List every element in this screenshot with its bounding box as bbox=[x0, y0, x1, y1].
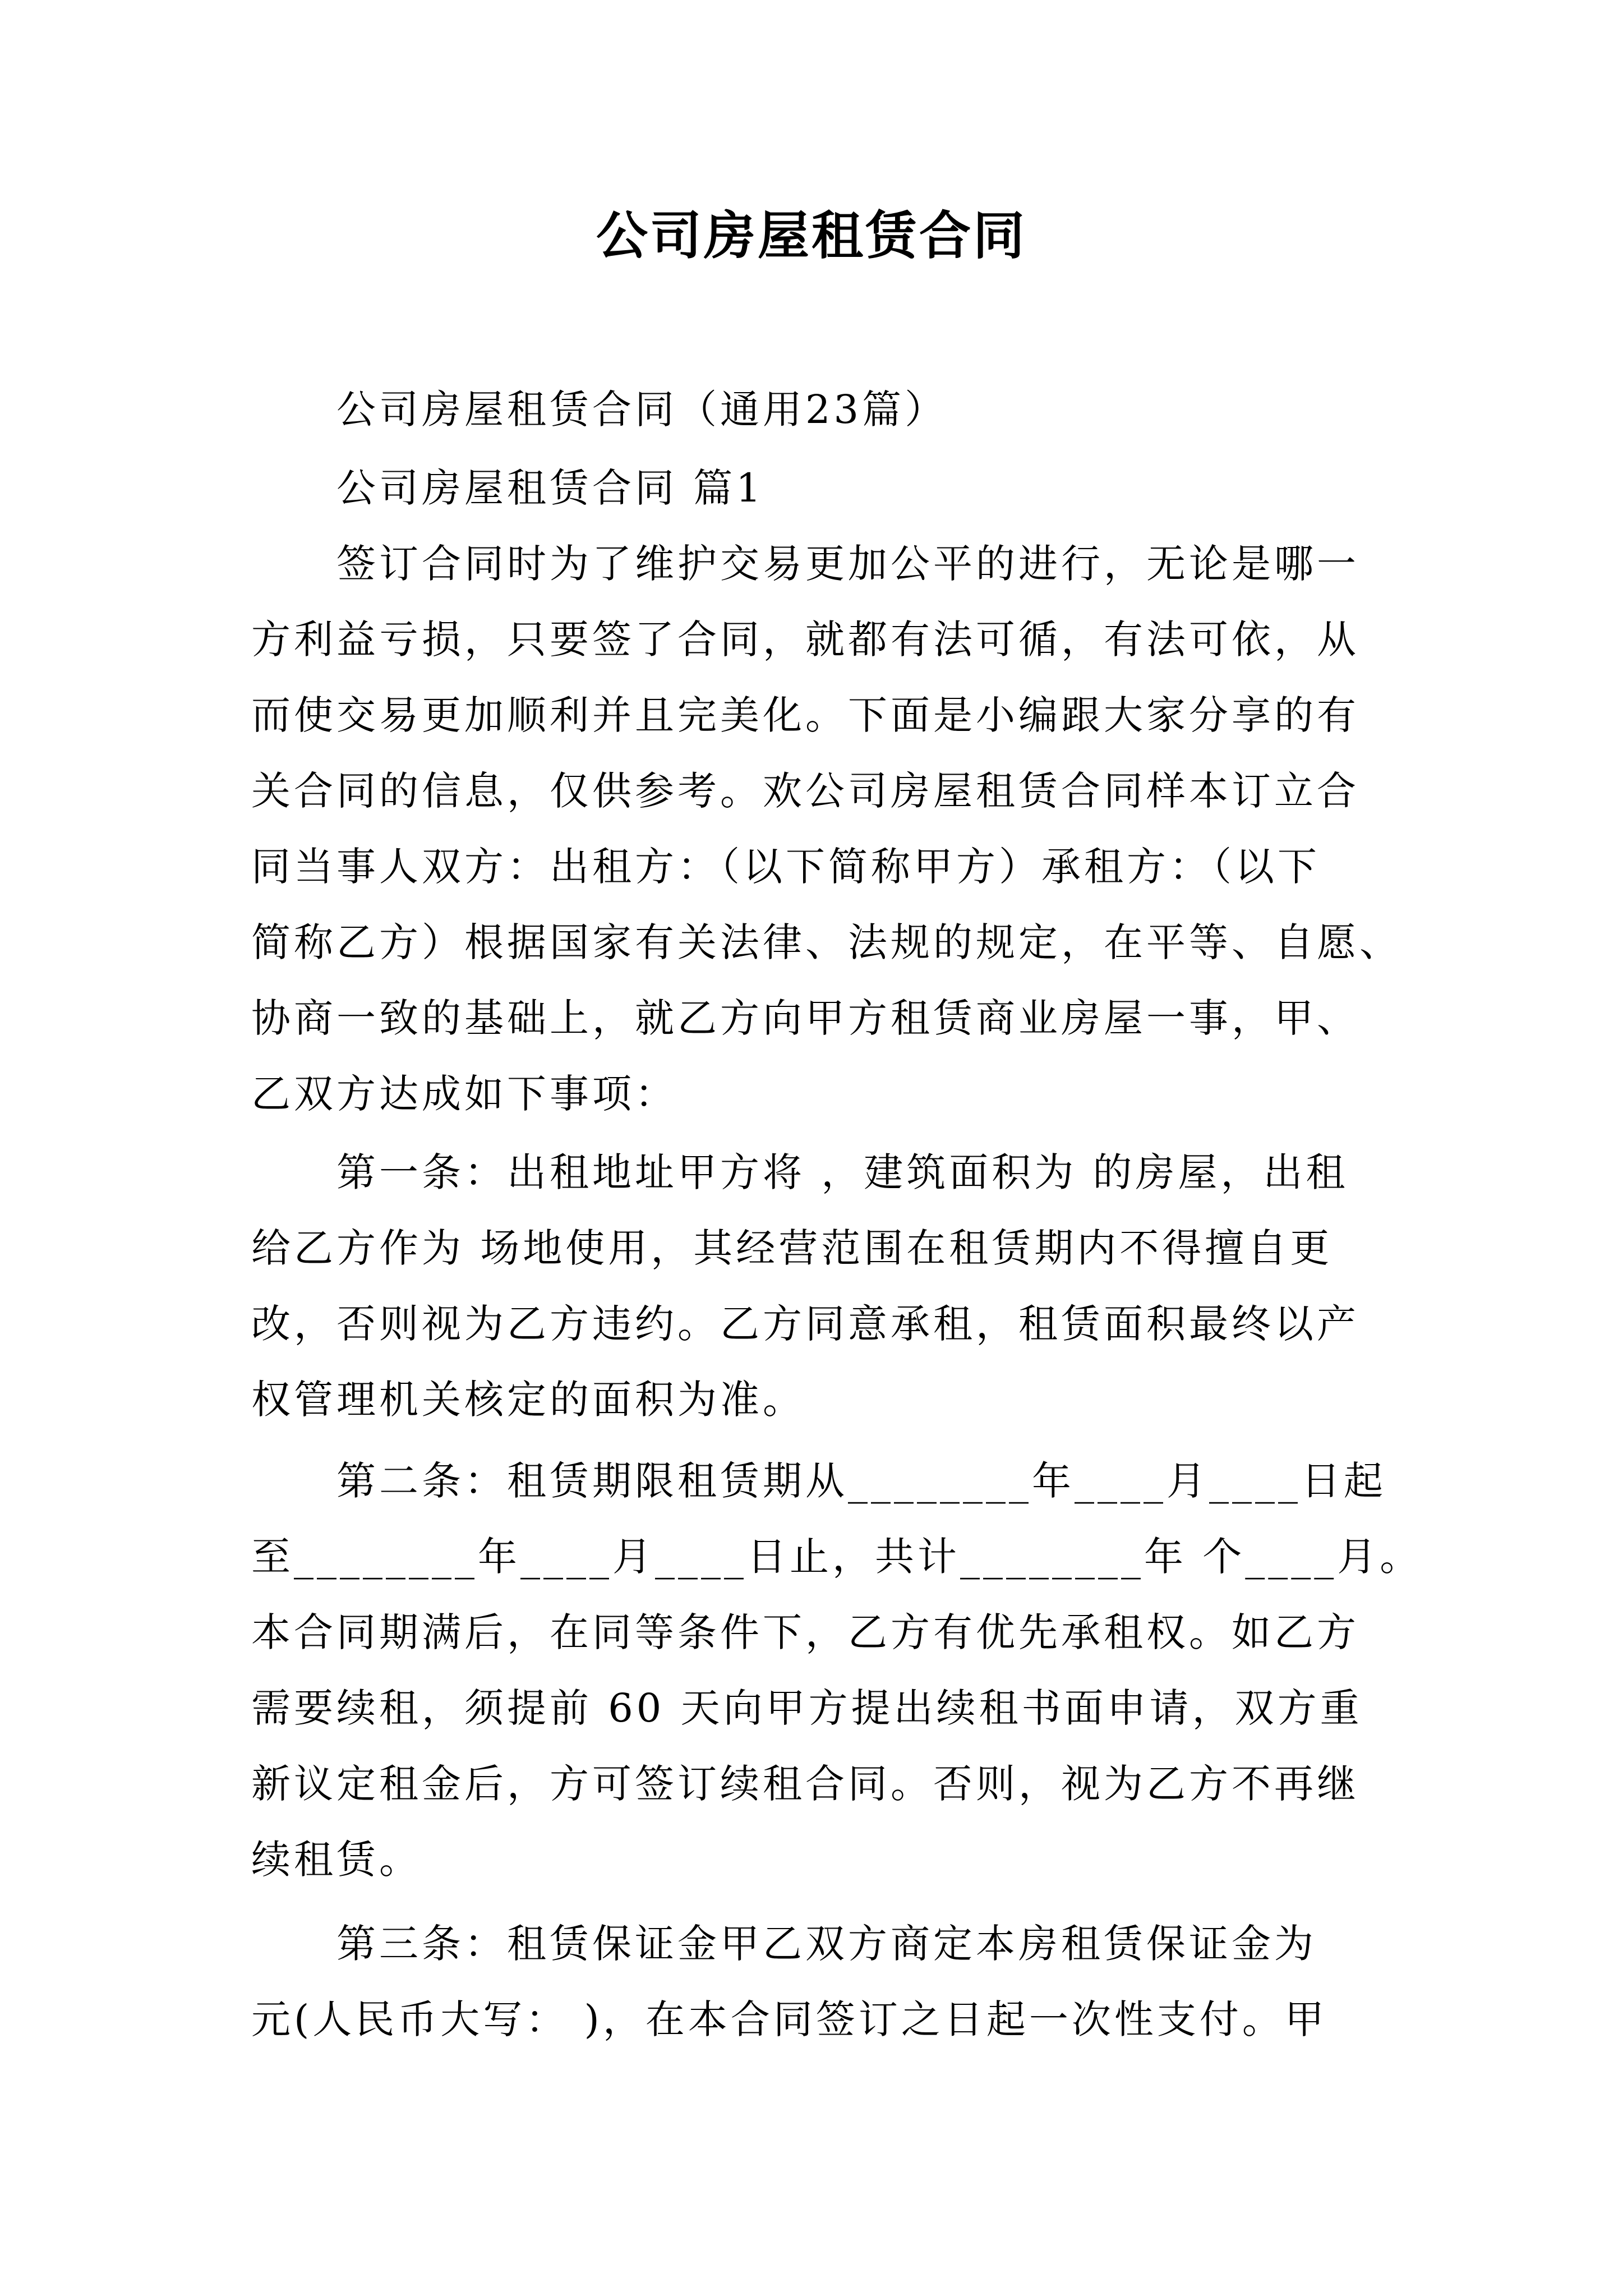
paragraph-line: 签订合同时为了维护交易更加公平的进行，无论是哪一 bbox=[336, 541, 1359, 587]
article-2-line: 至________年____月____日止，共计________年 个____月。 bbox=[251, 1534, 1423, 1580]
paragraph-line: 方利益亏损，只要签了合同，就都有法可循，有法可依，从 bbox=[251, 616, 1359, 662]
paragraph-line: 同当事人双方：出租方：（以下简称甲方）承租方：（以下 bbox=[251, 844, 1320, 890]
article-1-line: 给乙方作为 场地使用，其经营范围在租赁期内不得擅自更 bbox=[251, 1225, 1333, 1271]
article-2-line: 本合同期满后，在同等条件下，乙方有优先承租权。如乙方 bbox=[251, 1609, 1359, 1655]
paragraph-line: 简称乙方）根据国家有关法律、法规的规定，在平等、自愿、 bbox=[251, 919, 1402, 965]
article-1-line: 权管理机关核定的面积为准。 bbox=[251, 1377, 805, 1423]
article-3-line: 第三条：租赁保证金甲乙双方商定本房租赁保证金为 bbox=[336, 1921, 1317, 1967]
section-heading: 公司房屋租赁合同 篇1 bbox=[336, 465, 764, 511]
document-title: 公司房屋租赁合同 bbox=[596, 205, 1027, 266]
article-1-line: 第一条：出租地址甲方将 ，建筑面积为 的房屋，出租 bbox=[336, 1149, 1349, 1195]
paragraph-line: 协商一致的基础上，就乙方向甲方租赁商业房屋一事，甲、 bbox=[251, 995, 1359, 1041]
article-1-line: 改，否则视为乙方违约。乙方同意承租，租赁面积最终以产 bbox=[251, 1301, 1359, 1347]
article-2-line: 需要续租，须提前 60 天向甲方提出续租书面申请，双方重 bbox=[251, 1685, 1363, 1731]
article-2-line: 新议定租金后，方可签订续租合同。否则，视为乙方不再继 bbox=[251, 1761, 1359, 1807]
paragraph-line: 而使交易更加顺利并且完美化。下面是小编跟大家分享的有 bbox=[251, 692, 1359, 738]
paragraph-line: 乙双方达成如下事项： bbox=[251, 1071, 677, 1117]
article-2-line: 第二条：租赁期限租赁期从________年____月____日起 bbox=[336, 1458, 1386, 1504]
document-subtitle: 公司房屋租赁合同（通用23篇） bbox=[336, 386, 948, 432]
paragraph-line: 关合同的信息，仅供参考。欢公司房屋租赁合同样本订立合 bbox=[251, 768, 1359, 814]
article-3-line: 元(人民币大写： )，在本合同签订之日起一次性支付。甲 bbox=[251, 1996, 1327, 2042]
article-2-line: 续租赁。 bbox=[251, 1837, 422, 1883]
